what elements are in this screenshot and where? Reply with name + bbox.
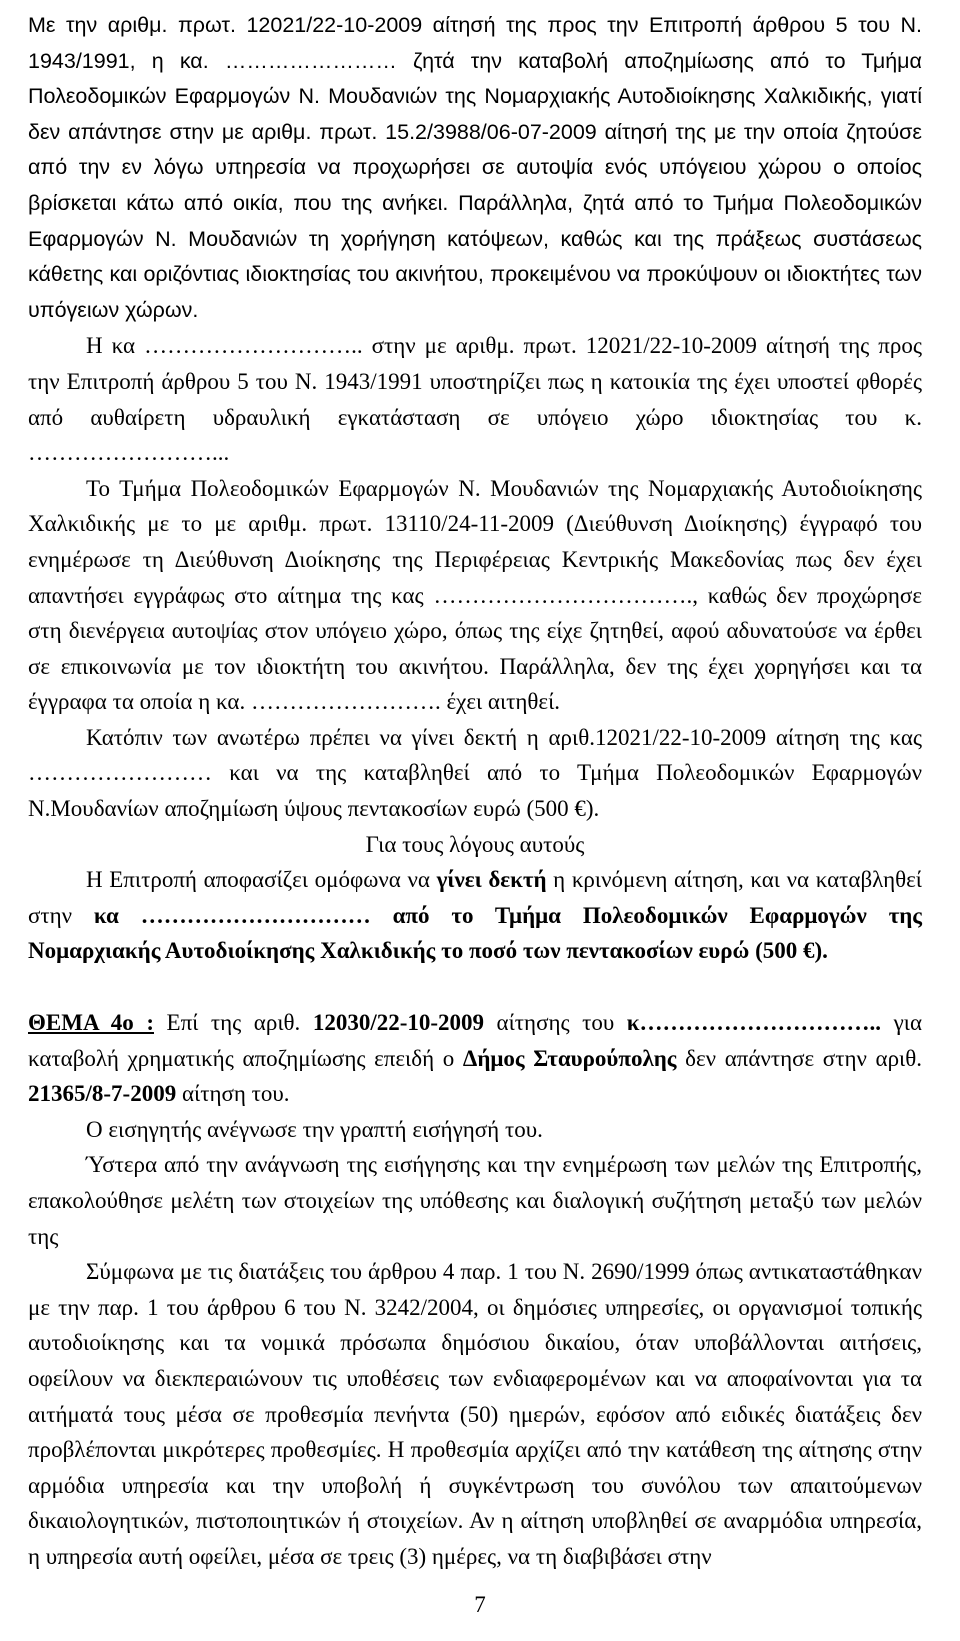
theme-application-number: 12030/22-10-2009 (312, 1010, 485, 1036)
theme-text-3: για καταβολή χρηματικής αποζημίωσης επειδή ο (28, 1010, 922, 1071)
paragraph-rapporteur: Ο εισηγητής ανέγνωσε την γραπτή εισήγησή του. (86, 1116, 543, 1142)
theme-text-1: Επί της αριθ. (154, 1010, 313, 1036)
paragraph-conclusion: Κατόπιν των ανωτέρω πρέπει να γίνει δεκτή η αριθ.12021/22-10-2009 αίτηση της κας …………………… και να της καταβληθεί από το Τμήμα Πολεοδομικών Εφαρμογών Ν.Μουδανίων αποζημίωση ύψους πεντακοσίων ευρώ (500 €). (28, 724, 922, 822)
page-number: 7 (474, 1592, 486, 1617)
decision-text-1: Η Επιτροπή αποφασίζει ομόφωνα να (86, 867, 437, 893)
theme-reference-number: 21365/8-7-2009 (28, 1081, 177, 1107)
decision-text-2: η κρινόμενη αίτηση, και να καταβληθεί στην (28, 867, 922, 928)
paragraph-department-response: Το Τμήμα Πολεοδομικών Εφαρμογών Ν. Μουδανιών της Νομαρχιακής Αυτοδιοίκησης Χαλκιδικής με το με αριθμ. πρωτ. 13110/24-11-2009 (Διεύθυνση Διοίκησης) έγγραφό του ενημέρωσε τη Διεύθυνση Διοίκησης της Περιφέρειας Κεντρικής Μακεδονίας πως δεν έχει απαντήσει εγγράφως στο αίτημα της κας ……………………………., καθώς δεν προχώρησε στη διενέργεια αυτοψίας στον υπόγειο χώρο, όπως της είχε ζητηθεί, αφού αδυνατούσε να έρθει σε επικοινωνία με τον ιδιοκτήτη του ακινήτου. Παράλληλα, δεν της έχει χορηγήσει και τα έγγραφα τα οποία η κα. ……………………. έχει αιτηθεί. (28, 475, 922, 715)
decision-accepted: γίνει δεκτή (436, 867, 547, 893)
theme-label: ΘΕΜΑ 4ο : (28, 1010, 154, 1036)
paragraph-application: Με την αριθμ. πρωτ. 12021/22-10-2009 αίτησή της προς την Επιτροπή άρθρου 5 του Ν. 1943/1991, η κα. …………………… ζητά την καταβολή αποζημίωσης από το Τμήμα Πολεοδομικών Εφαρμογών Ν. Μουδανιών της Νομαρχιακής Αυτοδιοίκησης Χαλκιδικής, γιατί δεν απάντησε στην με αριθμ. πρωτ. 15.2/3988/06-07-2009 αίτησή της με την οποία ζητούσε από την εν λόγω υπηρεσία να προχωρήσει σε αυτοψία ενός υπόγειου χώρου ο οποίος βρίσκεται κάτω από οικία, που της ανήκει. Παράλληλα, ζητά από το Τμήμα Πολεοδομικών Εφαρμογών Ν. Μουδανιών τη χορήγηση κατόψεων, καθώς και της πράξεως συστάσεως κάθετης και οριζόντιας ιδιοκτησίας του ακινήτου, προκειμένου να προκύψουν οι ιδιοκτήτες των υπόγειων χώρων. (28, 13, 922, 322)
paragraph-legal-basis: Σύμφωνα με τις διατάξεις του άρθρου 4 παρ. 1 του Ν. 2690/1999 όπως αντικαταστάθηκαν με την παρ. 1 του άρθρου 6 του Ν. 3242/2004, οι δημόσιες υπηρεσίες, οι οργανισμοί τοπικής αυτοδιοίκησης και τα νομικά πρόσωπα δημόσιου δικαίου, όταν υποβάλλονται αιτήσεις, οφείλουν να διεκπεραιώνουν τις υποθέσεις των ενδιαφερομένων και να αποφαίνονται για τα αιτήματά τους μέσα σε προθεσμία πενήντα (50) ημερών, εφόσον από ειδικές διατάξεις δεν προβλέπονται μικρότερες προθεσμίες. Η προθεσμία αρχίζει από την κατάθεση της αίτησης στην αρμόδια υπηρεσία και την υποβολή ή συγκέντρωση του συνόλου των απαιτούμενων δικαιολογητικών, πιστοποιητικών ή στοιχείων. Αν η αίτηση υποβληθεί σε αναρμόδια υπηρεσία, η υπηρεσία αυτή οφείλει, μέσα σε τρεις (3) ημέρες, να τη διαβιβάσει στην (28, 1259, 922, 1569)
paragraph-theme-4 (28, 1005, 922, 1112)
theme-applicant: κ………………………….. (626, 1010, 882, 1036)
theme-text-5: αίτηση του. (176, 1081, 290, 1107)
decision-award: κα ………………………… από το Τμήμα Πολεοδομικών Εφαρμογών της Νομαρχιακής Αυτοδιοίκησης Χαλκιδικής το ποσό των πεντακοσίων ευρώ (500 €). (28, 902, 922, 964)
theme-text-4: δεν απάντησε στην αριθ. (676, 1045, 923, 1071)
paragraph-claim: Η κα ……………………….. στην με αριθμ. πρωτ. 12021/22-10-2009 αίτησή της προς την Επιτροπή άρθρου 5 του Ν. 1943/1991 υποστηρίζει πως η κατοικία της έχει υποστεί φθορές από αυθαίρετη υδραυλική εγκατάσταση σε υπόγειο χώρο ιδιοκτησίας του κ. ……………………... (28, 333, 922, 466)
theme-text-2: αίτησης του (484, 1010, 627, 1036)
heading-for-these-reasons: Για τους λόγους αυτούς (365, 831, 585, 857)
paragraph-deliberation: Ύστερα από την ανάγνωση της εισήγησης και την ενημέρωση των μελών της Επιτροπής, επακολούθησε μελέτη των στοιχείων της υπόθεσης και διαλογική συζήτηση μεταξύ των μελών της (28, 1152, 922, 1249)
paragraph-decision (28, 862, 922, 969)
theme-municipality: Δήμος Σταυρούπολης (462, 1045, 677, 1071)
spacer (28, 969, 922, 1005)
